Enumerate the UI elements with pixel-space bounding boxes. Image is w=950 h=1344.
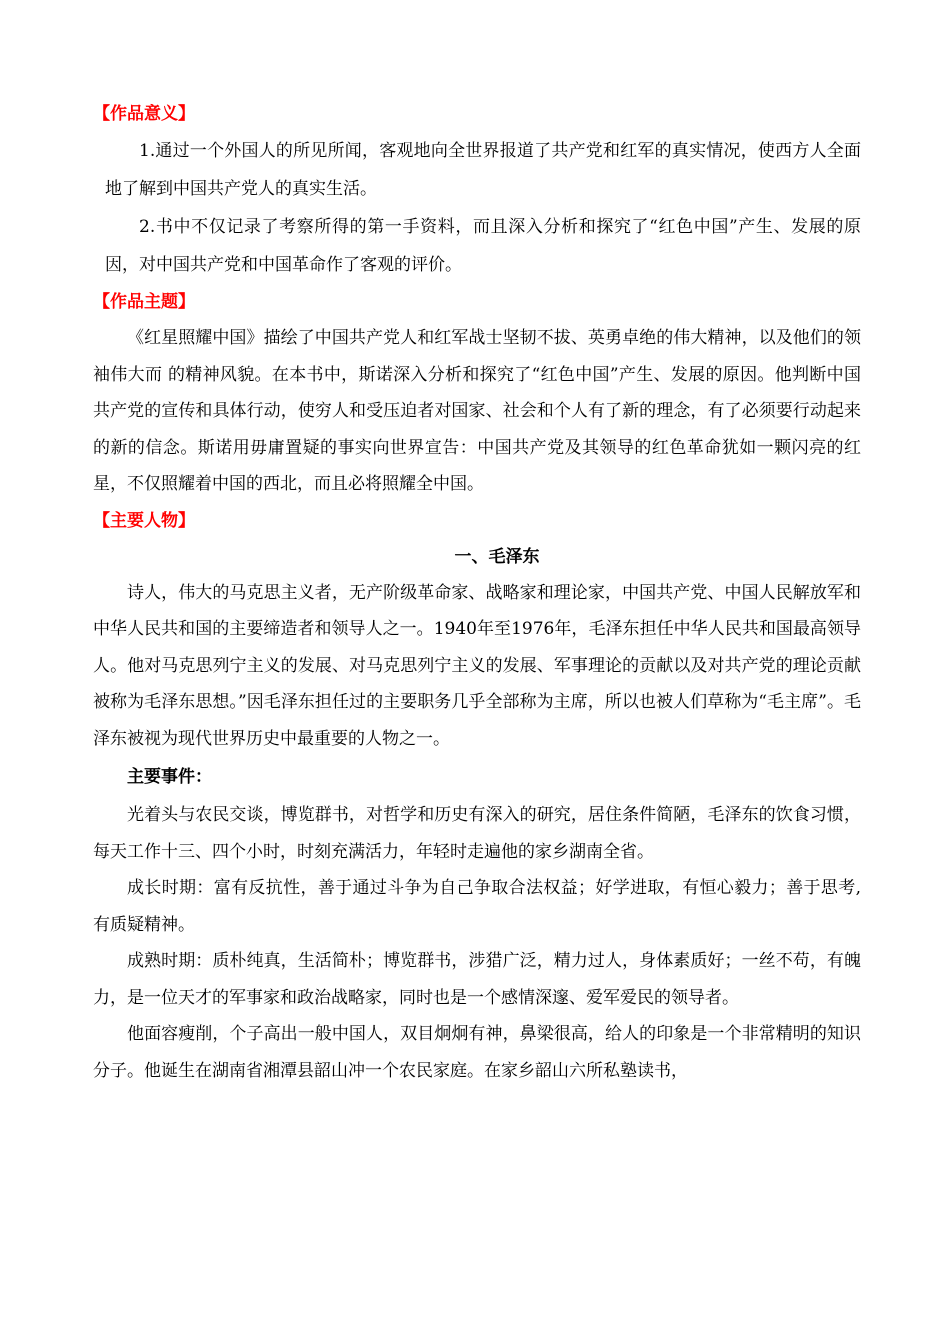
meaning-heading: 【作品意义】 bbox=[93, 104, 195, 124]
event-paragraph-2: 成长时期：富有反抗性，善于通过斗争为自己争取合法权益；好学进取，有恒心毅力；善于思考,有质疑精神。 bbox=[93, 878, 861, 935]
meaning-paragraph-1: 1.通过一个外国人的所见所闻，客观地向全世界报道了共产党和红军的真实情况，使西方人全面地了解到中国共产党人的真实生活。 bbox=[105, 141, 861, 199]
meaning-paragraph-2: 2.书中不仅记录了考察所得的第一手资料，而且深入分析和探究了“红色中国”产生、发展的原因，对中国共产党和中国革命作了客观的评价。 bbox=[105, 217, 861, 275]
characters-heading: 【主要人物】 bbox=[93, 510, 195, 531]
character-subtitle: 一、毛泽东 bbox=[454, 546, 540, 567]
events-label: 主要事件： bbox=[127, 767, 212, 787]
event-paragraph-4: 他面容瘦削，个子高出一般中国人，双目炯炯有神，鼻梁很高，给人的印象是一个非常精明的知识分子。他诞生在湖南省湘潭县韶山冲一个农民家庭。在家乡韶山六所私塾读书， bbox=[93, 1024, 861, 1081]
document-page bbox=[93, 96, 861, 1089]
event-paragraph-1: 光着头与农民交谈，博览群书，对哲学和历史有深入的研究，居住条件简陋，毛泽东的饮食习惯，每天工作十三、四个小时，时刻充满活力，年轻时走遍他的家乡湖南全省。 bbox=[93, 805, 861, 862]
event-paragraph-3: 成熟时期：质朴纯真，生活简朴；博览群书，涉猎广泛，精力过人，身体素质好；一丝不苟，有魄力，是一位天才的军事家和政治战略家，同时也是一个感情深邃、爱军爱民的领导者。 bbox=[93, 951, 861, 1008]
character-intro-paragraph: 诗人，伟大的马克思主义者，无产阶级革命家、战略家和理论家，中国共产党、中国人民解放军和中华人民共和国的主要缔造者和领导人之一。1940年至1976年，毛泽东担任中华人民共和国最高领导人。他对马克思列宁主义的发展、对马克思列宁主义的发展、军事理论的贡献以及对共产党的理论贡献被称为毛泽东思想。”因毛泽东担任过的主要职务几乎全部称为主席，所以也被人们草称为“毛主席”。毛泽东被视为现代世界历史中最重要的人物之一。 bbox=[93, 582, 861, 749]
theme-paragraph: 《红星照耀中国》描绘了中国共产党人和红军战士坚韧不拔、英勇卓绝的伟大精神，以及他们的领袖伟大而 的精神风貌。在本书中，斯诺深入分析和探究了“红色中国”产生、发展的原因。他判断中国共产党的宣传和具体行动，使穷人和受压迫者对国家、社会和个人有了新的理念，有了必须要行动起来的新的信念。斯诺用毋庸置疑的事实向世界宣告：中国共产党及其领导的红色革命犹如一颗闪亮的红星，不仅照耀着中国的西北，而且必将照耀全中国。 bbox=[93, 328, 861, 494]
theme-heading: 【作品主题】 bbox=[93, 292, 195, 312]
